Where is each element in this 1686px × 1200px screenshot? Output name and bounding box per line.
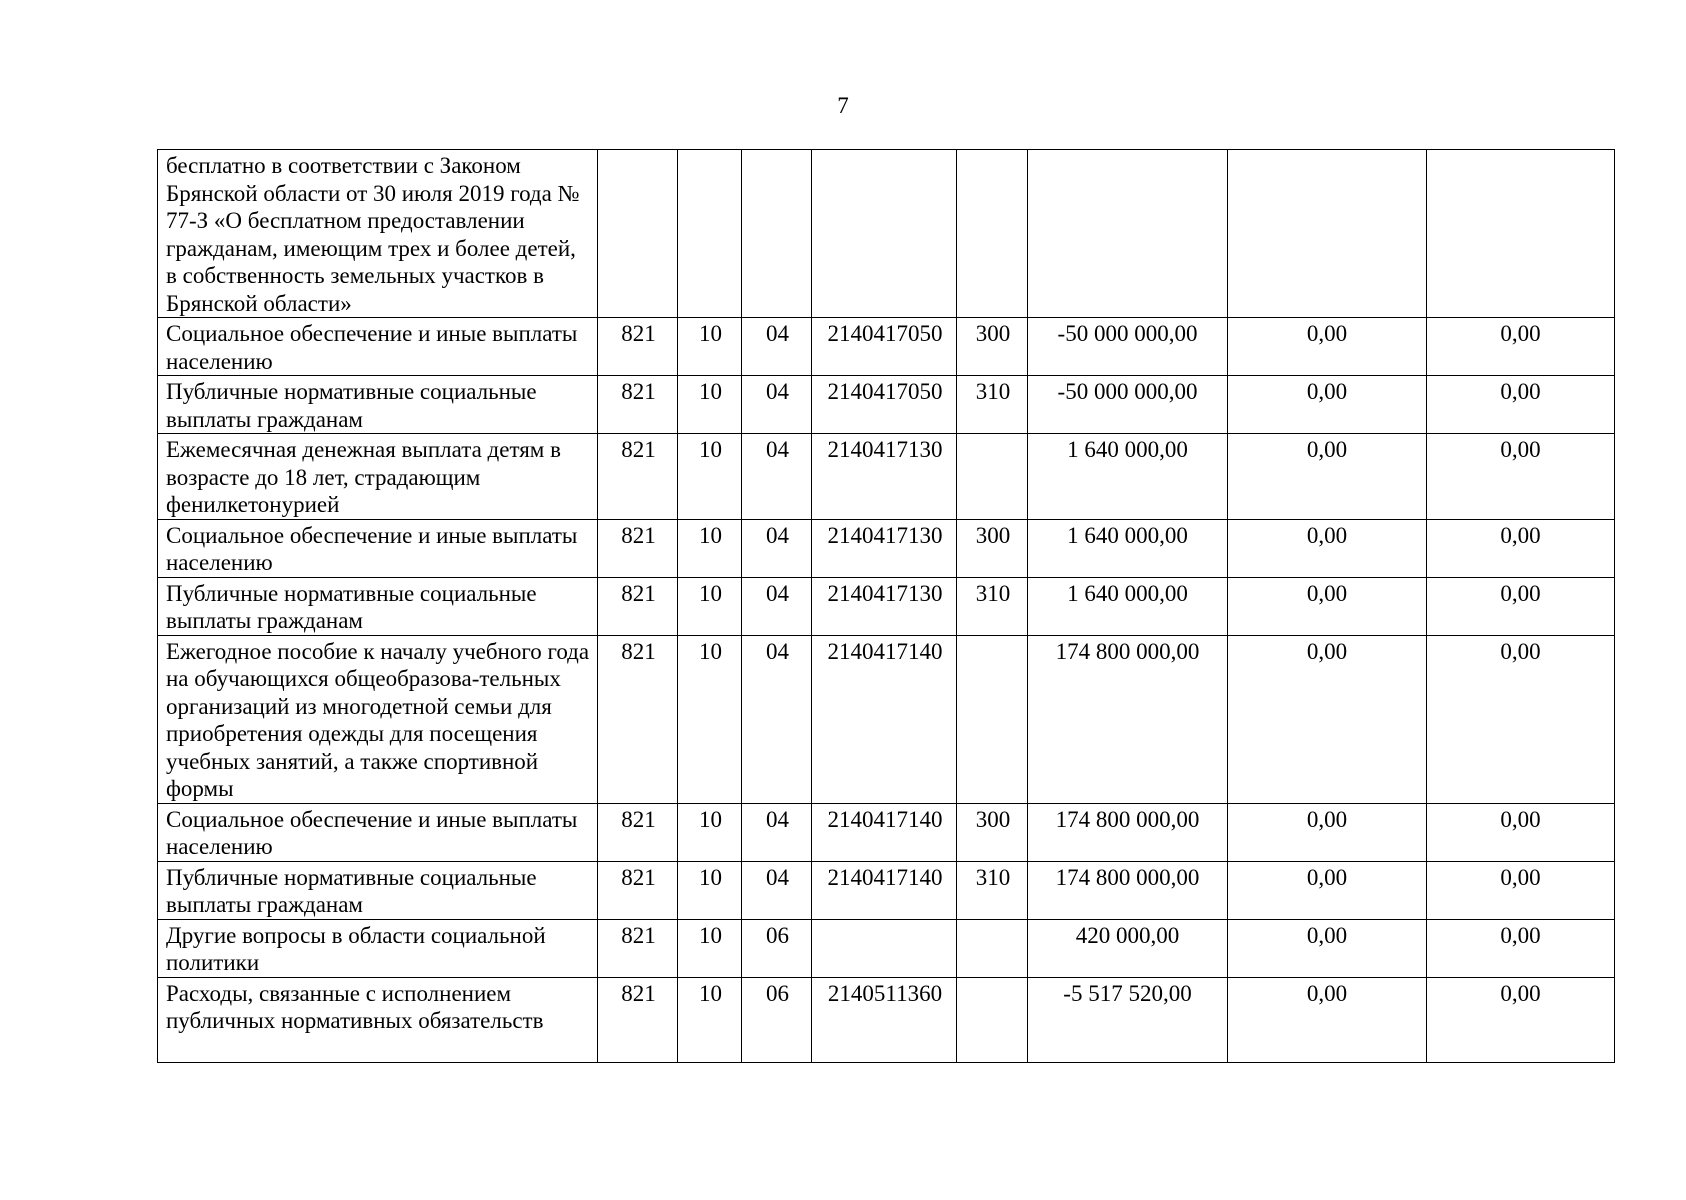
cell-pr: 04 [742,803,812,861]
cell-rz: 10 [678,803,742,861]
page-number: 7 [837,93,849,118]
cell-gr: 821 [598,376,678,434]
cell-sum-1: -5 517 520,00 [1028,977,1228,1062]
cell-csr: 2140417130 [812,434,957,520]
cell-rz: 10 [678,861,742,919]
row-description: Публичные нормативные социальные выплаты гражданам [158,376,598,434]
cell-vr: 300 [957,803,1028,861]
table-row [158,434,1615,520]
cell-sum-1: 1 640 000,00 [1028,519,1228,577]
row-description: Социальное обеспечение и иные выплаты населению [158,318,598,376]
table-row [158,919,1615,977]
cell-sum-3: 0,00 [1427,519,1615,577]
cell-sum-2: 0,00 [1228,577,1427,635]
cell-sum-3: 0,00 [1427,977,1615,1062]
cell-csr: 2140417050 [812,318,957,376]
cell-gr: 821 [598,977,678,1062]
cell-sum-3: 0,00 [1427,376,1615,434]
cell-rz: 10 [678,577,742,635]
cell-sum-2: 0,00 [1228,803,1427,861]
cell-pr: 04 [742,519,812,577]
cell-vr [957,150,1028,318]
cell-sum-3: 0,00 [1427,318,1615,376]
cell-sum-1: 1 640 000,00 [1028,434,1228,520]
cell-pr: 06 [742,977,812,1062]
cell-gr: 821 [598,919,678,977]
row-description: Публичные нормативные социальные выплаты гражданам [158,577,598,635]
cell-csr [812,150,957,318]
cell-vr: 310 [957,861,1028,919]
table-row [158,318,1615,376]
row-description: Публичные нормативные социальные выплаты гражданам [158,861,598,919]
cell-rz [678,150,742,318]
cell-rz: 10 [678,977,742,1062]
cell-gr [598,150,678,318]
cell-sum-2 [1228,150,1427,318]
cell-pr: 04 [742,434,812,520]
cell-sum-2: 0,00 [1228,318,1427,376]
row-description: Ежемесячная денежная выплата детям в возрасте до 18 лет, страдающим фенилкетонурией [158,434,598,520]
cell-csr: 2140417140 [812,861,957,919]
budget-table [157,149,1615,1063]
cell-gr: 821 [598,577,678,635]
table-row [158,861,1615,919]
cell-sum-2: 0,00 [1228,861,1427,919]
cell-gr: 821 [598,318,678,376]
cell-csr: 2140511360 [812,977,957,1062]
cell-sum-2: 0,00 [1228,376,1427,434]
cell-rz: 10 [678,919,742,977]
table-row [158,977,1615,1062]
cell-pr: 04 [742,376,812,434]
row-description: Другие вопросы в области социальной политики [158,919,598,977]
cell-sum-2: 0,00 [1228,919,1427,977]
cell-sum-3: 0,00 [1427,577,1615,635]
cell-gr: 821 [598,434,678,520]
cell-sum-1: 174 800 000,00 [1028,861,1228,919]
cell-pr: 04 [742,635,812,803]
cell-csr [812,919,957,977]
cell-vr: 310 [957,577,1028,635]
cell-sum-1 [1028,150,1228,318]
cell-rz: 10 [678,318,742,376]
cell-sum-3: 0,00 [1427,919,1615,977]
cell-gr: 821 [598,519,678,577]
cell-sum-1: 1 640 000,00 [1028,577,1228,635]
cell-sum-3: 0,00 [1427,803,1615,861]
cell-sum-1: -50 000 000,00 [1028,318,1228,376]
cell-csr: 2140417140 [812,635,957,803]
row-description: Социальное обеспечение и иные выплаты населению [158,519,598,577]
cell-sum-2: 0,00 [1228,519,1427,577]
table-row [158,803,1615,861]
cell-sum-3: 0,00 [1427,434,1615,520]
cell-sum-1: 174 800 000,00 [1028,635,1228,803]
row-description: Расходы, связанные с исполнением публичных нормативных обязательств [158,977,598,1062]
table-row [158,635,1615,803]
cell-sum-1: -50 000 000,00 [1028,376,1228,434]
cell-gr: 821 [598,635,678,803]
cell-rz: 10 [678,635,742,803]
table-row [158,150,1615,318]
table-row [158,376,1615,434]
row-description: бесплатно в соответствии с Законом Брянской области от 30 июля 2019 года № 77-З «О бесплатном предоставлении гражданам, имеющим трех и более детей, в собственность земельных участков в Брянской области» [158,150,598,318]
cell-rz: 10 [678,434,742,520]
cell-sum-1: 174 800 000,00 [1028,803,1228,861]
table-row [158,519,1615,577]
cell-sum-3 [1427,150,1615,318]
cell-csr: 2140417050 [812,376,957,434]
cell-vr: 300 [957,318,1028,376]
cell-pr: 04 [742,577,812,635]
cell-rz: 10 [678,376,742,434]
cell-pr: 06 [742,919,812,977]
cell-rz: 10 [678,519,742,577]
cell-sum-2: 0,00 [1228,434,1427,520]
cell-csr: 2140417140 [812,803,957,861]
cell-sum-3: 0,00 [1427,861,1615,919]
cell-sum-3: 0,00 [1427,635,1615,803]
cell-vr [957,434,1028,520]
cell-vr: 300 [957,519,1028,577]
cell-vr [957,635,1028,803]
table-row [158,577,1615,635]
cell-vr [957,977,1028,1062]
cell-gr: 821 [598,803,678,861]
cell-sum-2: 0,00 [1228,635,1427,803]
cell-gr: 821 [598,861,678,919]
cell-pr: 04 [742,861,812,919]
cell-sum-1: 420 000,00 [1028,919,1228,977]
cell-vr: 310 [957,376,1028,434]
cell-pr [742,150,812,318]
row-description: Ежегодное пособие к началу учебного года на обучающихся общеобразова-тельных организаций из многодетной семьи для приобретения одежды для посещения учебных занятий, а также спортивной формы [158,635,598,803]
cell-sum-2: 0,00 [1228,977,1427,1062]
row-description: Социальное обеспечение и иные выплаты населению [158,803,598,861]
cell-csr: 2140417130 [812,519,957,577]
cell-pr: 04 [742,318,812,376]
cell-vr [957,919,1028,977]
cell-csr: 2140417130 [812,577,957,635]
